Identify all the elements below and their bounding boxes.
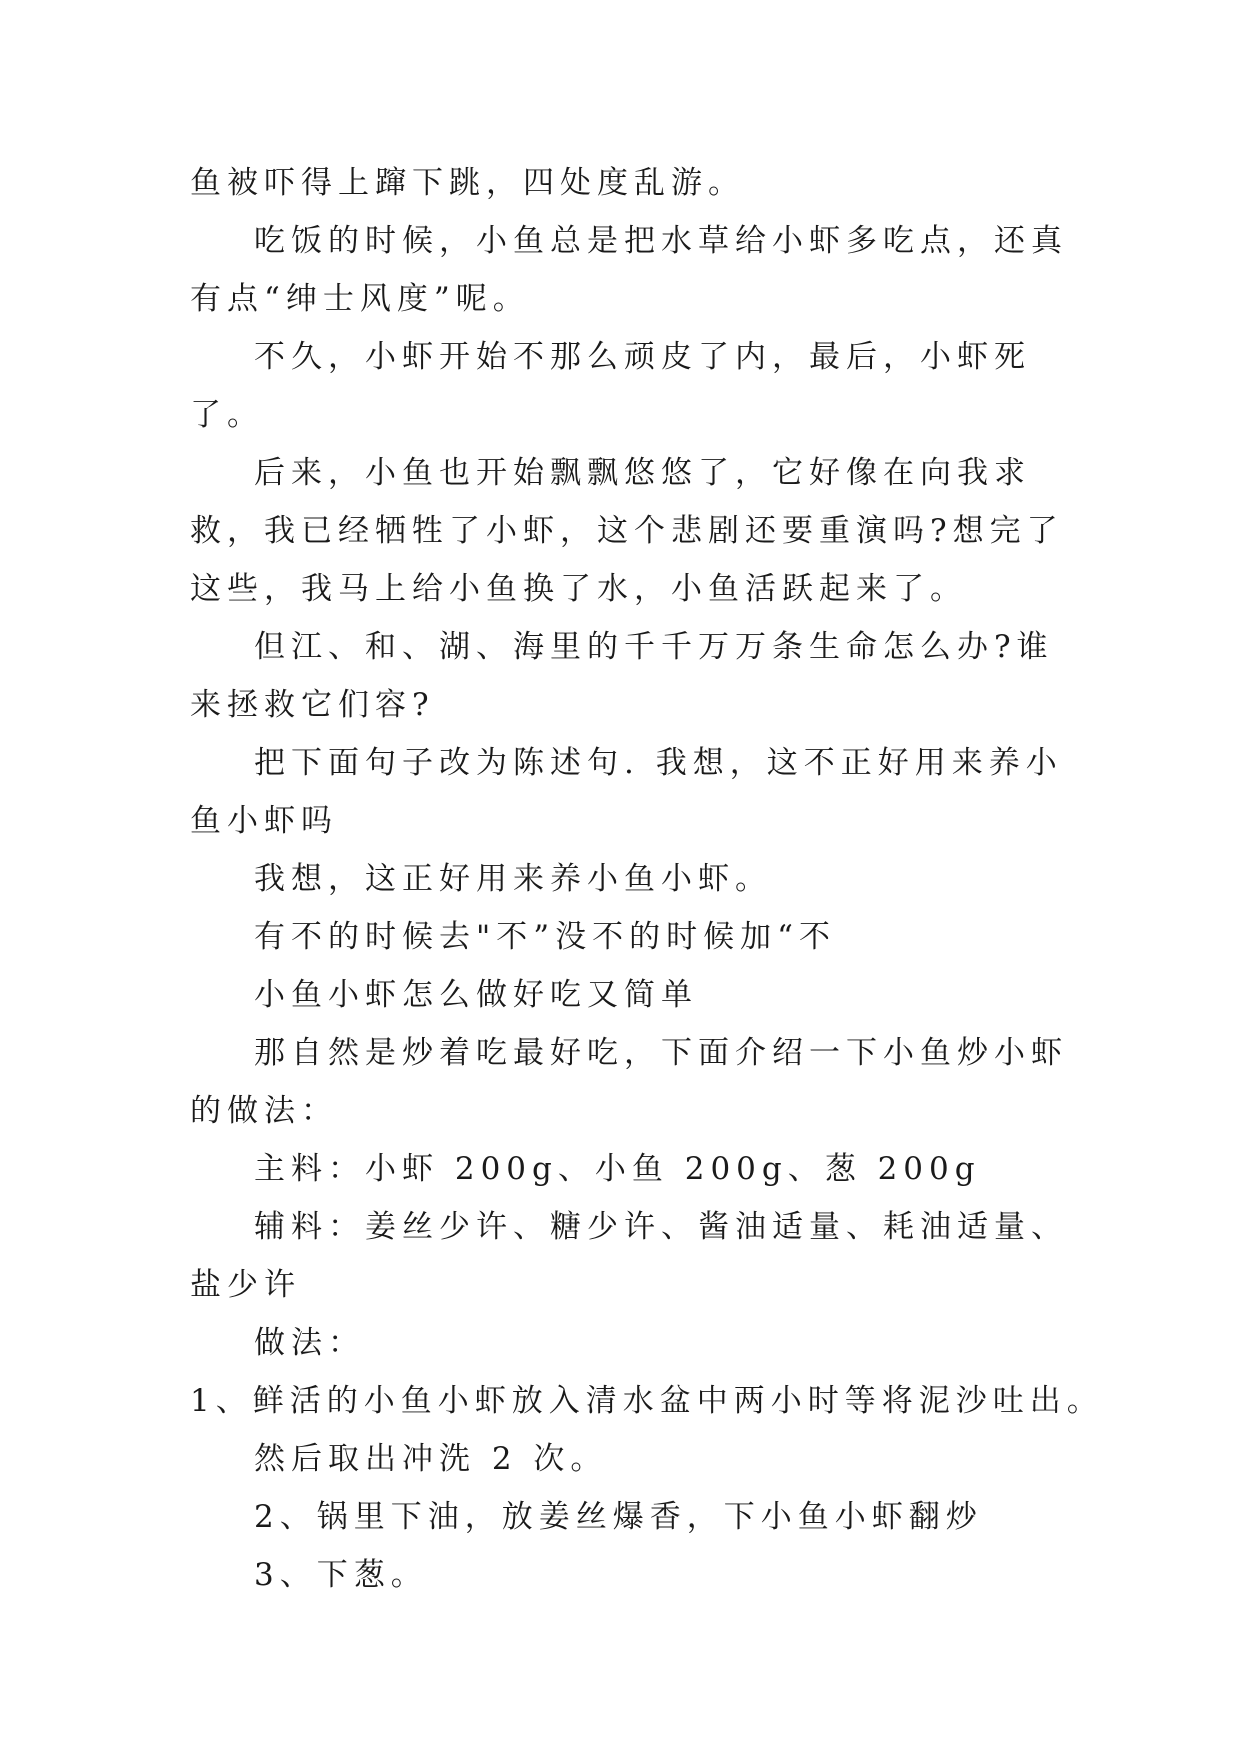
paragraph-shrimp-died: 不久，小虾开始不那么顽皮了内，最后，小虾死了。 [190,339,1031,433]
paragraph-main-ingredients: 主料：小虾 200g、小鱼 200g、葱 200g [254,1151,981,1187]
paragraph-mealtime: 吃饭的时候，小鱼总是把水草给小虾多吃点，还真有点“绅士风度”呢。 [190,223,1068,317]
paragraph-auxiliary-ingredients: 辅料：姜丝少许、糖少许、酱油适量、耗油适量、盐少许 [190,1209,1068,1303]
paragraph-exercise-prompt: 把下面句子改为陈述句. 我想，这不正好用来养小鱼小虾吗 [190,745,1063,839]
paragraph-recipe-intro: 那自然是炒着吃最好吃，下面介绍一下小鱼炒小虾的做法： [190,1035,1068,1129]
document-body [190,154,1104,1604]
paragraph-recipe-question: 小鱼小虾怎么做好吃又简单 [254,977,698,1013]
paragraph-step-1: 1、鲜活的小鱼小虾放入清水盆中两小时等将泥沙吐出。 [190,1383,1104,1419]
paragraph-fish-startled: 鱼被吓得上蹿下跳，四处度乱游。 [190,165,745,201]
paragraph-rivers-question: 但江、和、湖、海里的千千万万条生命怎么办?谁来拯救它们容? [190,629,1054,723]
paragraph-method-heading: 做法： [254,1325,365,1361]
paragraph-step-1-continued: 然后取出冲洗 2 次。 [254,1441,608,1477]
paragraph-fish-saved: 后来，小鱼也开始飘飘悠悠了，它好像在向我求救，我已经牺牲了小虾，这个悲剧还要重演吗?想完了这些，我马上给小鱼换了水，小鱼活跃起来了。 [190,455,1064,607]
paragraph-exercise-answer: 我想，这正好用来养小鱼小虾。 [254,861,772,897]
paragraph-exercise-tip: 有不的时候去"不”没不的时候加“不 [254,919,836,955]
paragraph-step-3: 3、下葱。 [254,1557,428,1593]
paragraph-step-2: 2、锅里下油，放姜丝爆香，下小鱼小虾翻炒 [254,1499,983,1535]
